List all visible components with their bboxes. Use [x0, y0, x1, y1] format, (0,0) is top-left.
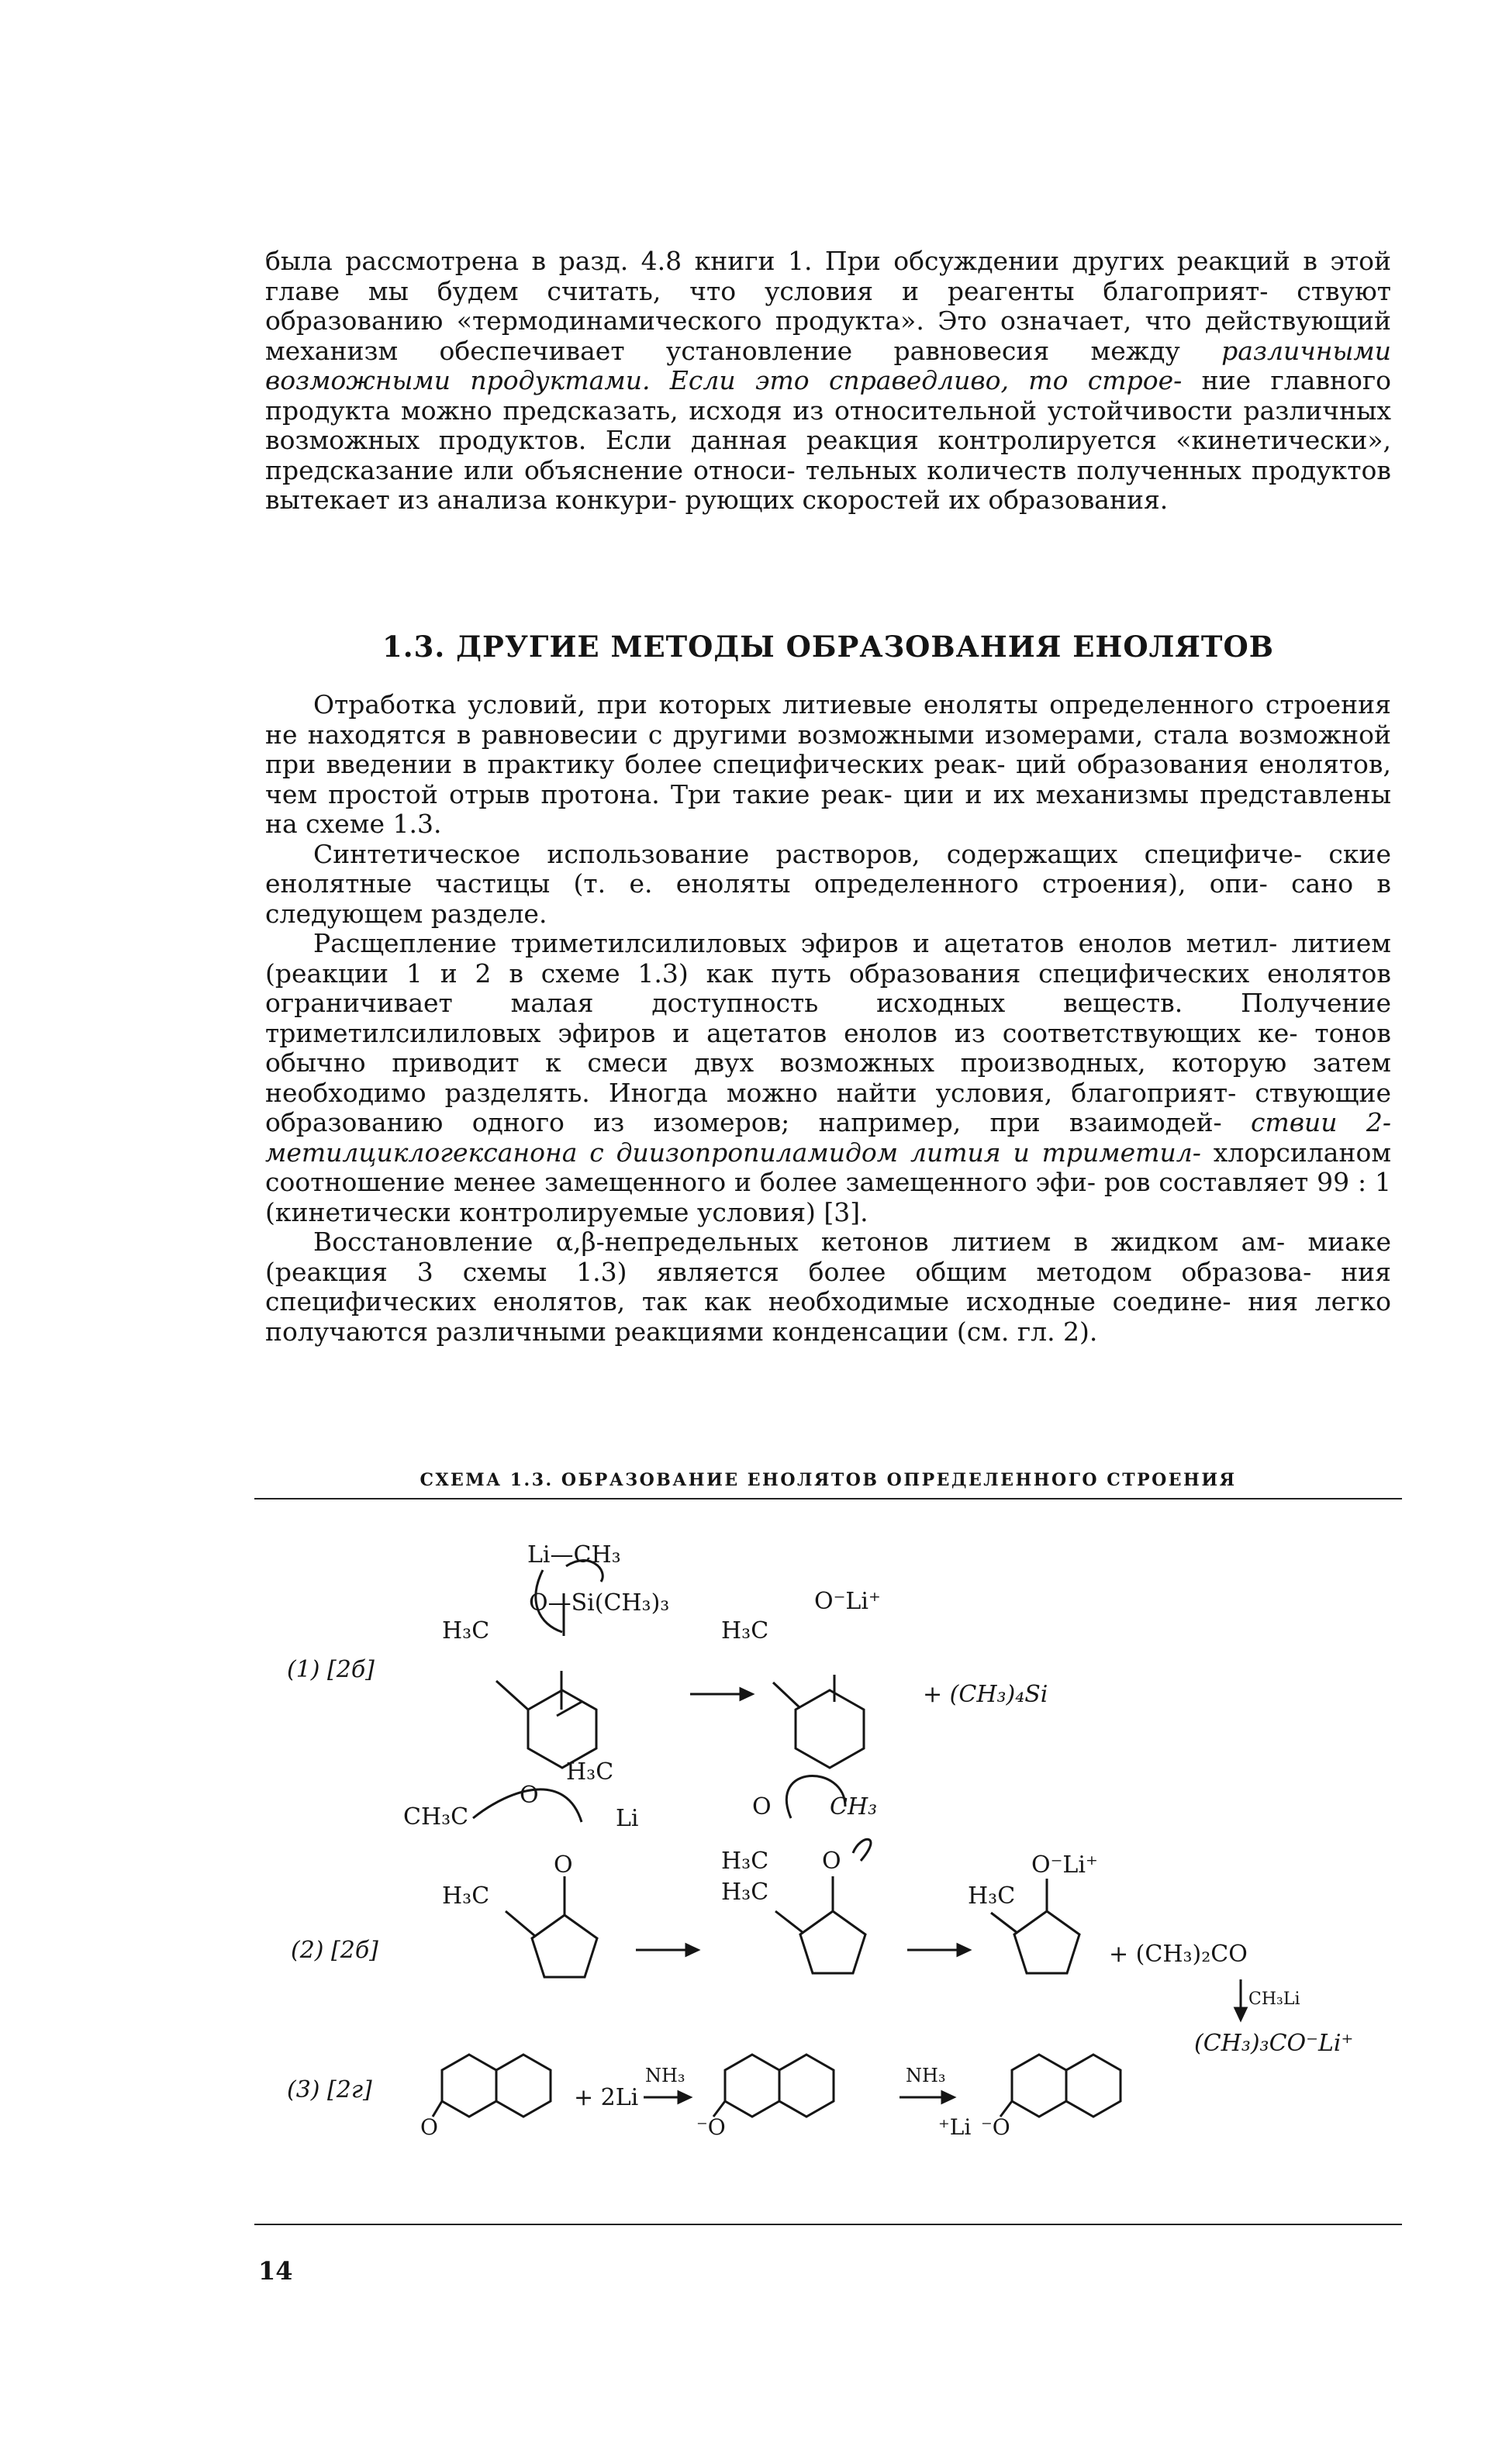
atom-label: O: [520, 1782, 539, 1809]
text-line-italic: различными возможными продуктами. Если это справедливо, то строе-: [265, 335, 1391, 395]
text-line: триметилсилиловых эфиров и ацетатов енолов из соответствующих ке-: [265, 1017, 1298, 1048]
text-line: ров составляет 99 : 1 (кинетически контролируемые условия) [3].: [265, 1167, 1391, 1227]
atom-label: O: [752, 1793, 772, 1820]
atom-label: Li: [616, 1805, 639, 1832]
scheme-bottom-rule: [254, 2224, 1402, 2225]
reagent-label: NH₃: [906, 2065, 946, 2086]
reaction-2-starting-material: [473, 1789, 597, 1977]
methyl-label: H₃C: [721, 1879, 769, 1906]
reaction-1-label: (1) [2б]: [287, 1656, 375, 1683]
reaction-scheme: [256, 1508, 1404, 2237]
text-line: ния легко получаются различными реакциями конденсации (см. гл. 2).: [265, 1286, 1391, 1347]
text-line: была рассмотрена в разд. 4.8 книги 1. При обсуждении других реакций: [265, 246, 1290, 276]
atom-label: ⁺Li: [938, 2114, 972, 2140]
reaction-3-starting-material: [433, 2055, 551, 2117]
arrow-head-icon: [1235, 2008, 1246, 2020]
methyl-label: H₃C: [442, 1617, 490, 1644]
text-line: ние главного продукта можно предсказать, исходя из относительной: [265, 365, 1391, 426]
methyl-label: CH₃: [830, 1793, 878, 1820]
atom-label: ⁻O: [981, 2114, 1010, 2140]
text-line: ния специфических енолятов, так как необходимые исходные соедине-: [265, 1256, 1391, 1317]
text-line: тельных количеств полученных продуктов вытекает из анализа конкури-: [265, 454, 1391, 515]
page-number: 14: [258, 2256, 293, 2286]
reagent-label: Li—CH₃: [527, 1541, 621, 1568]
text-line: действующий механизм обеспечивает установление равновесия между: [265, 305, 1391, 366]
text-line: миаке (реакция 3 схемы 1.3) является более общим методом образова-: [265, 1227, 1391, 1287]
text-line: рующих скоростей их образования.: [685, 485, 1169, 515]
text-line: тонов обычно приводит к смеси двух возможных производных, которую: [265, 1017, 1391, 1078]
reaction-3-label: (3) [2г]: [287, 2076, 372, 2103]
arrow-head-icon: [686, 1945, 698, 1955]
text-line-italic: ствии 2-метилциклогексанона с диизопропиламидом лития и триметил-: [265, 1107, 1391, 1168]
text-line: сано в следующем разделе.: [265, 868, 1391, 929]
text-line: Расщепление триметилсилиловых эфиров и ацетатов енолов метил-: [313, 928, 1278, 958]
section-heading: 1.3. ДРУГИЕ МЕТОДЫ ОБРАЗОВАНИЯ ЕНОЛЯТОВ: [382, 630, 1274, 664]
paragraph: [265, 840, 1391, 930]
text-line: затем необходимо разделять. Иногда можно найти условия, благоприят-: [265, 1047, 1391, 1108]
arrow-head-icon: [958, 1945, 969, 1955]
text-line: контролируется «кинетически», предсказание или объяснение относи-: [265, 425, 1392, 485]
text-line: ские енолятные частицы (т. е. еноляты определенного строения), опи-: [265, 838, 1391, 899]
methyl-label: H₃C: [968, 1883, 1016, 1910]
text-line: Синтетическое использование растворов, содержащих специфиче-: [313, 838, 1303, 869]
text-line: ций образования енолятов, чем простой отрыв протона. Три такие реак-: [265, 749, 1391, 809]
scheme-top-rule: [254, 1498, 1402, 1499]
text-line: ствуют образованию «термодинамического продукта». Это означает, что: [265, 275, 1391, 336]
methyl-label: H₃C: [721, 1617, 769, 1644]
reaction-3-intermediate: [713, 2055, 834, 2117]
arrow-head-icon: [942, 2092, 954, 2103]
reagent-label: NH₃: [645, 2065, 685, 2086]
atom-label: O: [822, 1848, 841, 1875]
atom-label: O: [420, 2114, 438, 2140]
atom-label: ⁻O: [696, 2114, 726, 2140]
text-line: Отработка условий, при которых литиевые еноляты определенного: [313, 689, 1255, 720]
enolate-label: O⁻Li⁺: [814, 1588, 881, 1615]
reaction-3-product: [1000, 2055, 1121, 2117]
reagent-label: + 2Li: [574, 2084, 639, 2111]
text-line: ствующие образованию одного из изомеров; например, при взаимодей-: [265, 1077, 1391, 1137]
arrow-head-icon: [679, 2092, 690, 2103]
paragraph: [265, 690, 1391, 840]
text-line: ции и их механизмы представлены на схеме 1.3.: [265, 778, 1391, 839]
text-line: енолятов ограничивает малая доступность исходных веществ. Получение: [265, 958, 1391, 1018]
reaction-1-product: [773, 1675, 864, 1768]
body-text: [265, 690, 1391, 1347]
text-line: в этой главе мы будем считать, что условия и реагенты благоприят-: [265, 246, 1392, 306]
text-line: хлорсиланом соотношение менее замещенного и более замещенного эфи-: [265, 1137, 1391, 1197]
reaction-2-label: (2) [2б]: [291, 1937, 378, 1964]
side-product-label: (CH₃)₃CO⁻Li⁺: [1194, 2030, 1354, 2057]
enolate-label: O⁻Li⁺: [1031, 1851, 1098, 1879]
arrow-head-icon: [741, 1689, 752, 1700]
paragraph: [265, 1227, 1391, 1347]
atom-label: O: [554, 1851, 573, 1879]
byproduct-label: + (CH₃)₂CO: [1109, 1941, 1248, 1968]
methyl-label: H₃C: [721, 1848, 769, 1875]
text-line: стала возможной при введении в практику более специфических реак-: [265, 719, 1391, 779]
intro-paragraph: [265, 247, 1391, 516]
acetyl-label: CH₃C: [403, 1803, 469, 1831]
methyl-label: H₃C: [566, 1758, 614, 1786]
text-line: строения не находятся в равновесии с другими возможными изомерами,: [265, 689, 1391, 750]
methyl-label: H₃C: [442, 1883, 490, 1910]
text-line: устойчивости различных возможных продуктов. Если данная реакция: [265, 395, 1391, 455]
text-line: литием (реакции 1 и 2 в схеме 1.3) как путь образования специфических: [265, 928, 1391, 989]
scheme-title: СХЕМА 1.3. ОБРАЗОВАНИЕ ЕНОЛЯТОВ ОПРЕДЕЛЕННОГО СТРОЕНИЯ: [420, 1470, 1237, 1490]
paragraph: [265, 929, 1391, 1227]
byproduct-label: + (CH₃)₄Si: [923, 1681, 1048, 1708]
text-line: Восстановление α,β-непредельных кетонов литием в жидком ам-: [313, 1227, 1286, 1257]
reagent-label: O—Si(CH₃)₃: [529, 1589, 670, 1617]
reagent-label: CH₃Li: [1248, 1989, 1300, 2009]
